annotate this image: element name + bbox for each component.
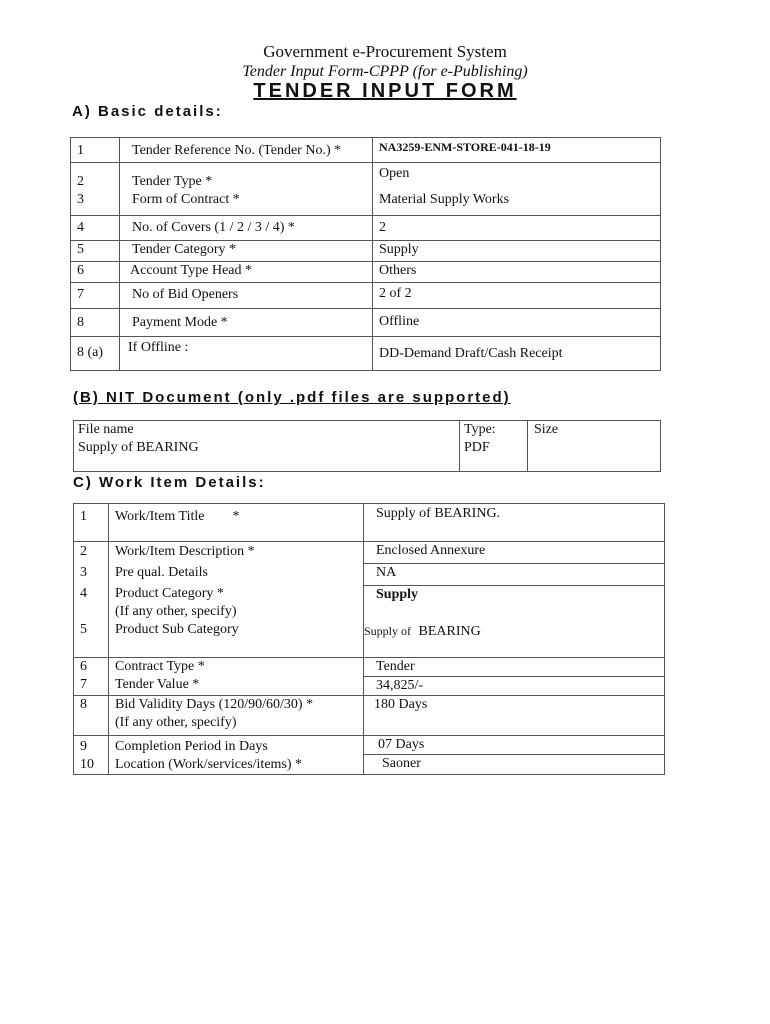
work-item-description-label: Work/Item Description * <box>115 544 255 559</box>
row-number-4: 4 <box>80 586 87 601</box>
file-type-cell <box>460 421 528 472</box>
row-number <box>71 163 120 216</box>
row-number-3: 3 <box>77 192 84 207</box>
row-number: 8 <box>74 696 109 736</box>
row-number: 1 <box>71 138 120 163</box>
field-label <box>109 542 364 658</box>
completion-period-label: Completion Period in Days <box>115 739 268 754</box>
file-name-header: File name <box>78 422 134 437</box>
field-label <box>109 696 364 736</box>
table-row <box>71 241 661 262</box>
row-number-6: 6 <box>80 659 87 674</box>
row-number-2: 2 <box>77 174 84 189</box>
pre-qual-details-label: Pre qual. Details <box>115 565 208 580</box>
field-value: Others <box>373 262 661 283</box>
table-row <box>74 696 665 736</box>
product-sub-category-label: Product Sub Category <box>115 622 239 637</box>
header-form-subtitle: Tender Input Form-CPPP (for e-Publishing) <box>242 63 528 80</box>
nit-document-table <box>73 420 661 472</box>
table-row <box>71 138 661 163</box>
tender-value-label: Tender Value * <box>115 677 200 692</box>
field-value <box>364 736 665 775</box>
tender-type-value: Open <box>379 166 410 181</box>
field-value <box>364 542 665 658</box>
row-number <box>74 736 109 775</box>
table-row <box>74 736 665 775</box>
row-number: 4 <box>71 216 120 241</box>
form-of-contract-value: Material Supply Works <box>379 192 510 207</box>
completion-period-value: 07 Days <box>364 736 664 755</box>
field-label <box>109 736 364 775</box>
tender-value-value: 34,825/- <box>376 678 424 693</box>
page-title: TENDER INPUT FORM <box>253 80 517 102</box>
row-number: 8 <box>71 309 120 337</box>
field-label: Tender Reference No. (Tender No.) * <box>120 138 373 163</box>
row-number: 1 <box>74 504 109 542</box>
field-label: Payment Mode * <box>120 309 373 337</box>
field-label: Work/Item Title * <box>109 504 364 542</box>
row-number-7: 7 <box>80 677 87 692</box>
product-category-value: Supply <box>376 587 419 602</box>
basic-details-table <box>70 137 661 371</box>
table-row <box>71 216 661 241</box>
row-number: 8 (a) <box>71 337 120 371</box>
table-row <box>71 163 661 216</box>
work-item-description-value: Enclosed Annexure <box>364 542 664 564</box>
row-number-2: 2 <box>80 544 87 559</box>
work-item-table <box>73 503 665 775</box>
field-value: 180 Days <box>364 696 665 736</box>
product-sub-category-value-cell <box>364 622 664 641</box>
field-label: If Offline : <box>120 337 373 371</box>
table-row <box>74 542 665 658</box>
field-label: Account Type Head * <box>120 262 373 283</box>
field-label: No of Bid Openers <box>120 283 373 309</box>
table-row <box>71 283 661 309</box>
product-sub-category-prefix: Supply of <box>364 624 412 638</box>
product-category-label: Product Category * <box>115 586 224 601</box>
table-row <box>71 309 661 337</box>
row-number-9: 9 <box>80 739 87 754</box>
form-of-contract-label: Form of Contract * <box>132 192 240 207</box>
file-type-header: Type: <box>464 422 496 437</box>
row-number: 5 <box>71 241 120 262</box>
row-number <box>74 542 109 658</box>
row-number: 6 <box>71 262 120 283</box>
field-label <box>120 163 373 216</box>
file-size-header: Size <box>534 422 559 437</box>
row-number: 7 <box>71 283 120 309</box>
field-label <box>109 658 364 696</box>
field-value: Supply <box>373 241 661 262</box>
field-value <box>373 163 661 216</box>
tender-type-label: Tender Type * <box>132 174 213 189</box>
field-value: 2 of 2 <box>373 283 661 309</box>
table-row <box>71 262 661 283</box>
table-row <box>74 421 661 472</box>
table-row <box>71 337 661 371</box>
section-b-heading: (B) NIT Document (only .pdf files are supported) <box>73 389 511 406</box>
field-label: No. of Covers (1 / 2 / 3 / 4) * <box>120 216 373 241</box>
file-name-value: Supply of BEARING <box>78 440 199 455</box>
field-value: DD-Demand Draft/Cash Receipt <box>373 337 661 371</box>
field-value <box>364 658 665 696</box>
table-row <box>74 504 665 542</box>
table-row <box>74 658 665 696</box>
pre-qual-details-value: NA <box>364 564 664 586</box>
bid-validity-label: Bid Validity Days (120/90/60/30) * <box>115 697 314 712</box>
header-system-name: Government e-Procurement System <box>263 42 507 61</box>
file-name-cell <box>74 421 460 472</box>
location-value: Saoner <box>382 756 421 771</box>
contract-type-value: Tender <box>364 658 664 677</box>
row-number-5: 5 <box>80 622 87 637</box>
field-label: Tender Category * <box>120 241 373 262</box>
row-number-10: 10 <box>80 757 94 772</box>
section-a-heading: A) Basic details: <box>72 103 223 120</box>
tender-reference-value: NA3259-ENM-STORE-041-18-19 <box>373 138 661 163</box>
contract-type-label: Contract Type * <box>115 659 205 674</box>
field-value: Supply of BEARING. <box>364 504 665 542</box>
field-value: 2 <box>373 216 661 241</box>
field-value: Offline <box>373 309 661 337</box>
file-size-cell <box>528 421 661 472</box>
bid-validity-note: (If any other, specify) <box>115 715 237 730</box>
row-number <box>74 658 109 696</box>
product-sub-category-value: BEARING <box>418 624 481 639</box>
section-c-heading: C) Work Item Details: <box>73 474 266 491</box>
product-category-note: (If any other, specify) <box>115 604 237 619</box>
location-label: Location (Work/services/items) * <box>115 757 303 772</box>
file-type-value: PDF <box>464 440 490 455</box>
row-number-3: 3 <box>80 565 87 580</box>
